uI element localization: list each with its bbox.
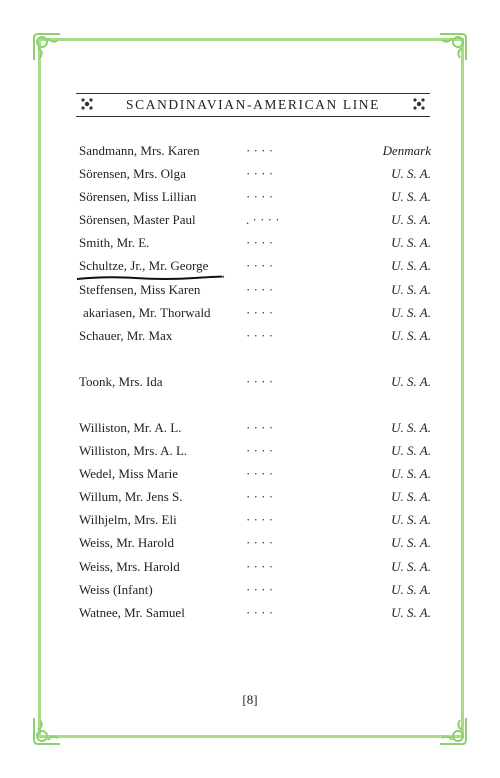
corner-flourish-icon xyxy=(436,30,470,64)
passenger-name: Wilhjelm, Mrs. Eli xyxy=(79,512,177,528)
passenger-country: U. S. A. xyxy=(391,304,431,320)
leader-dots: · · · · xyxy=(246,512,274,528)
passenger-country: U. S. A. xyxy=(391,166,431,182)
leader-dots: · · · · xyxy=(246,466,274,482)
page-title: SCANDINAVIAN-AMERICAN LINE xyxy=(126,97,380,112)
passenger-country: U. S. A. xyxy=(391,212,431,228)
leader-dots: · · · · xyxy=(246,443,274,459)
leader-dots: · · · · xyxy=(246,419,274,435)
list-item xyxy=(79,559,431,582)
passenger-name: Willum, Mr. Jens S. xyxy=(79,489,183,505)
leader-dots: · · · · xyxy=(246,258,274,274)
corner-flourish-icon xyxy=(436,714,470,748)
passenger-country: U. S. A. xyxy=(391,327,431,343)
passenger-country: U. S. A. xyxy=(391,604,431,620)
passenger-country: U. S. A. xyxy=(391,373,431,389)
passenger-country: U. S. A. xyxy=(391,281,431,297)
leader-dots: · · · · xyxy=(246,489,274,505)
leader-dots: · · · · xyxy=(246,327,274,343)
passenger-country: U. S. A. xyxy=(391,535,431,551)
list-item xyxy=(79,489,431,512)
corner-flourish-icon xyxy=(30,30,64,64)
passenger-country: U. S. A. xyxy=(391,512,431,528)
passenger-name: Sörensen, Master Paul xyxy=(79,212,196,228)
list-item xyxy=(79,328,431,351)
passenger-name: Schauer, Mr. Max xyxy=(79,327,173,343)
passenger-name: Toonk, Mrs. Ida xyxy=(79,373,163,389)
list-item xyxy=(79,605,431,628)
passenger-country: U. S. A. xyxy=(391,235,431,251)
list-item xyxy=(79,466,431,489)
passenger-country: U. S. A. xyxy=(391,558,431,574)
leader-dots: · · · · xyxy=(246,373,274,389)
passenger-country: U. S. A. xyxy=(391,466,431,482)
leader-dots: · · · · xyxy=(246,281,274,297)
list-item xyxy=(79,212,431,235)
leader-dots: · · · · xyxy=(246,143,274,158)
leader-dots: · · · · xyxy=(246,558,274,574)
leader-dots: · · · · xyxy=(246,581,274,597)
list-item xyxy=(79,235,431,258)
list-item xyxy=(79,258,431,281)
passenger-name: Sörensen, Miss Lillian xyxy=(79,189,197,205)
leader-dots: · · · · xyxy=(246,304,274,320)
list-item xyxy=(79,535,431,558)
floral-ornament-icon xyxy=(412,97,426,111)
passenger-name: Schultze, Jr., Mr. George xyxy=(79,258,209,274)
leader-dots: . · · · · xyxy=(246,212,280,228)
passenger-name: akariasen, Mr. Thorwald xyxy=(83,304,211,320)
passenger-country: U. S. A. xyxy=(391,443,431,459)
passenger-name: Weiss, Mr. Harold xyxy=(79,535,174,551)
list-item xyxy=(79,374,431,397)
list-item xyxy=(79,582,431,605)
page-header xyxy=(76,93,430,117)
leader-dots: · · · · xyxy=(246,189,274,205)
passenger-country: U. S. A. xyxy=(391,581,431,597)
passenger-name: Wedel, Miss Marie xyxy=(79,466,178,482)
leader-dots: · · · · xyxy=(246,535,274,551)
passenger-name: Sandmann, Mrs. Karen xyxy=(79,143,200,158)
passenger-name: Williston, Mrs. A. L. xyxy=(79,443,188,459)
passenger-name: Steffensen, Miss Karen xyxy=(79,281,201,297)
passenger-name: Williston, Mr. A. L. xyxy=(79,419,182,435)
passenger-country: Denmark xyxy=(382,143,431,158)
corner-flourish-icon xyxy=(30,714,64,748)
passenger-name: Watnee, Mr. Samuel xyxy=(79,604,185,620)
page-number: [8] xyxy=(242,692,258,707)
passenger-name: Weiss, Mrs. Harold xyxy=(79,558,180,574)
leader-dots: · · · · xyxy=(246,166,274,182)
passenger-country: U. S. A. xyxy=(391,489,431,505)
passenger-name: Weiss (Infant) xyxy=(79,581,153,597)
list-item xyxy=(79,282,431,305)
list-item xyxy=(79,143,431,166)
list-item xyxy=(79,305,431,328)
handwritten-underline xyxy=(75,275,225,281)
passenger-list xyxy=(79,143,431,628)
passenger-name: Sörensen, Mrs. Olga xyxy=(79,166,186,182)
leader-dots: · · · · xyxy=(246,604,274,620)
list-item xyxy=(79,189,431,212)
list-item xyxy=(79,443,431,466)
passenger-name: Smith, Mr. E. xyxy=(79,235,150,251)
passenger-country: U. S. A. xyxy=(391,419,431,435)
list-item xyxy=(79,420,431,443)
list-item xyxy=(79,512,431,535)
passenger-country: U. S. A. xyxy=(391,189,431,205)
passenger-country: U. S. A. xyxy=(391,258,431,274)
leader-dots: · · · · xyxy=(246,235,274,251)
list-item xyxy=(79,166,431,189)
